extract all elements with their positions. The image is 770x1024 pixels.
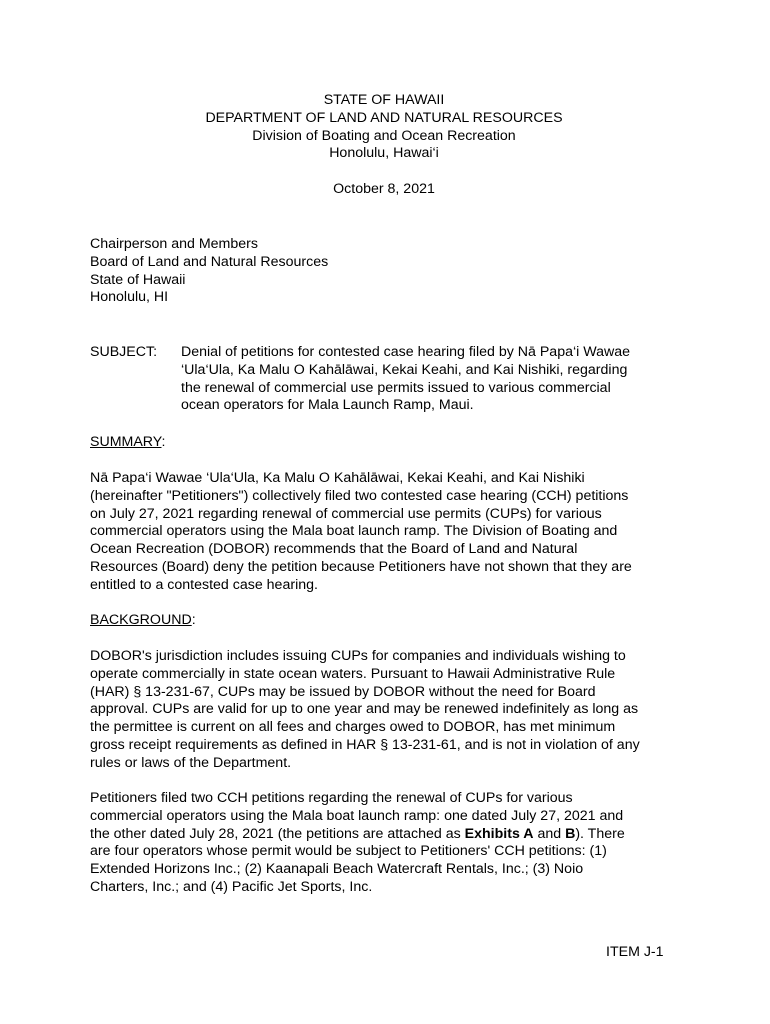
background-line: [90, 826, 690, 844]
summary-heading: [90, 434, 165, 452]
text-run: the other dated July 28, 2021 (the petitions are attached as: [90, 825, 465, 842]
subject-label: SUBJECT:: [90, 344, 158, 360]
department-name: DEPARTMENT OF LAND AND NATURAL RESOURCES: [205, 109, 563, 126]
summary-line: Ocean Recreation (DOBOR) recommends that the Board of Land and Natural: [90, 541, 578, 558]
background-paragraph-1: [90, 648, 690, 773]
background-line: commercial operators using the Mala boat launch ramp: one dated July 27, 2021 and: [90, 807, 624, 824]
background-line: the permittee is current on all fees and charges owed to DOBOR, has met minimum: [90, 719, 616, 736]
background-line: approval. CUPs are valid for up to one year and may be renewed indefinitely as long as: [90, 701, 639, 718]
location: Honolulu, Hawai‘i: [329, 145, 439, 162]
text-run: and: [533, 825, 566, 842]
summary-line: (hereinafter "Petitioners") collectively filed two contested case hearing (CCH) petitions: [90, 487, 629, 504]
state-name: STATE OF HAWAII: [323, 92, 445, 108]
address-block: [90, 236, 328, 307]
item-number: ITEM J-1: [606, 944, 664, 960]
text-run: ). There: [575, 825, 625, 842]
background-line: gross receipt requirements as defined in HAR § 13-231-61, and is not in violation of any: [90, 736, 640, 753]
address-line: State of Hawaii: [90, 271, 186, 288]
background-line: Extended Horizons Inc.; (2) Kaanapali Beach Watercraft Rentals, Inc.; (3) Noio: [90, 861, 584, 878]
subject-text: [181, 344, 681, 415]
background-line: are four operators whose permit would be subject to Petitioners' CCH petitions: (1): [90, 843, 607, 860]
background-paragraph-2: [90, 790, 690, 897]
background-heading-colon: :: [191, 612, 196, 628]
subject-line: the renewal of commercial use permits issued to various commercial: [181, 379, 611, 396]
address-line: Chairperson and Members: [90, 236, 258, 252]
summary-line: Nā Papa‘i Wawae ‘Ula‘Ula, Ka Malu O Kahālāwai, Kekai Keahi, and Kai Nishiki: [90, 470, 585, 486]
summary-line: commercial operators using the Mala boat launch ramp. The Division of Boating and: [90, 523, 618, 540]
address-line: Board of Land and Natural Resources: [90, 253, 329, 270]
summary-heading-colon: :: [161, 434, 166, 450]
summary-paragraph: [90, 470, 690, 595]
subject-line: ocean operators for Mala Launch Ramp, Maui.: [181, 397, 474, 414]
exhibit-a-reference: Exhibits A: [464, 825, 534, 842]
background-line: operate commercially in state ocean waters. Pursuant to Hawaii Administrative Rule: [90, 665, 616, 682]
summary-line: entitled to a contested case hearing.: [90, 576, 318, 593]
background-line: Petitioners filed two CCH petitions regarding the renewal of CUPs for various: [90, 790, 573, 806]
background-line: DOBOR's jurisdiction includes issuing CUPs for companies and individuals wishing to: [90, 648, 626, 664]
background-line: rules or laws of the Department.: [90, 754, 292, 771]
exhibit-b-reference: B: [565, 825, 576, 842]
document-date: October 8, 2021: [333, 181, 435, 197]
address-line: Honolulu, HI: [90, 289, 169, 306]
letterhead: [90, 92, 678, 163]
summary-line: Resources (Board) deny the petition because Petitioners have not shown that they are: [90, 558, 632, 575]
background-heading-text: BACKGROUND: [90, 612, 192, 628]
background-line: (HAR) § 13-231-67, CUPs may be issued by DOBOR without the need for Board: [90, 683, 596, 700]
background-line: Charters, Inc.; and (4) Pacific Jet Sports, Inc.: [90, 878, 373, 895]
background-heading: [90, 612, 196, 630]
summary-line: on July 27, 2021 regarding renewal of commercial use permits (CUPs) for various: [90, 505, 602, 522]
division-name: Division of Boating and Ocean Recreation: [252, 127, 516, 144]
subject-line: ‘Ula‘Ula, Ka Malu O Kahālāwai, Kekai Keahi, and Kai Nishiki, regarding: [181, 361, 628, 378]
subject-line: Denial of petitions for contested case hearing filed by Nā Papa‘i Wawae: [181, 344, 630, 360]
summary-heading-text: SUMMARY: [90, 434, 162, 450]
